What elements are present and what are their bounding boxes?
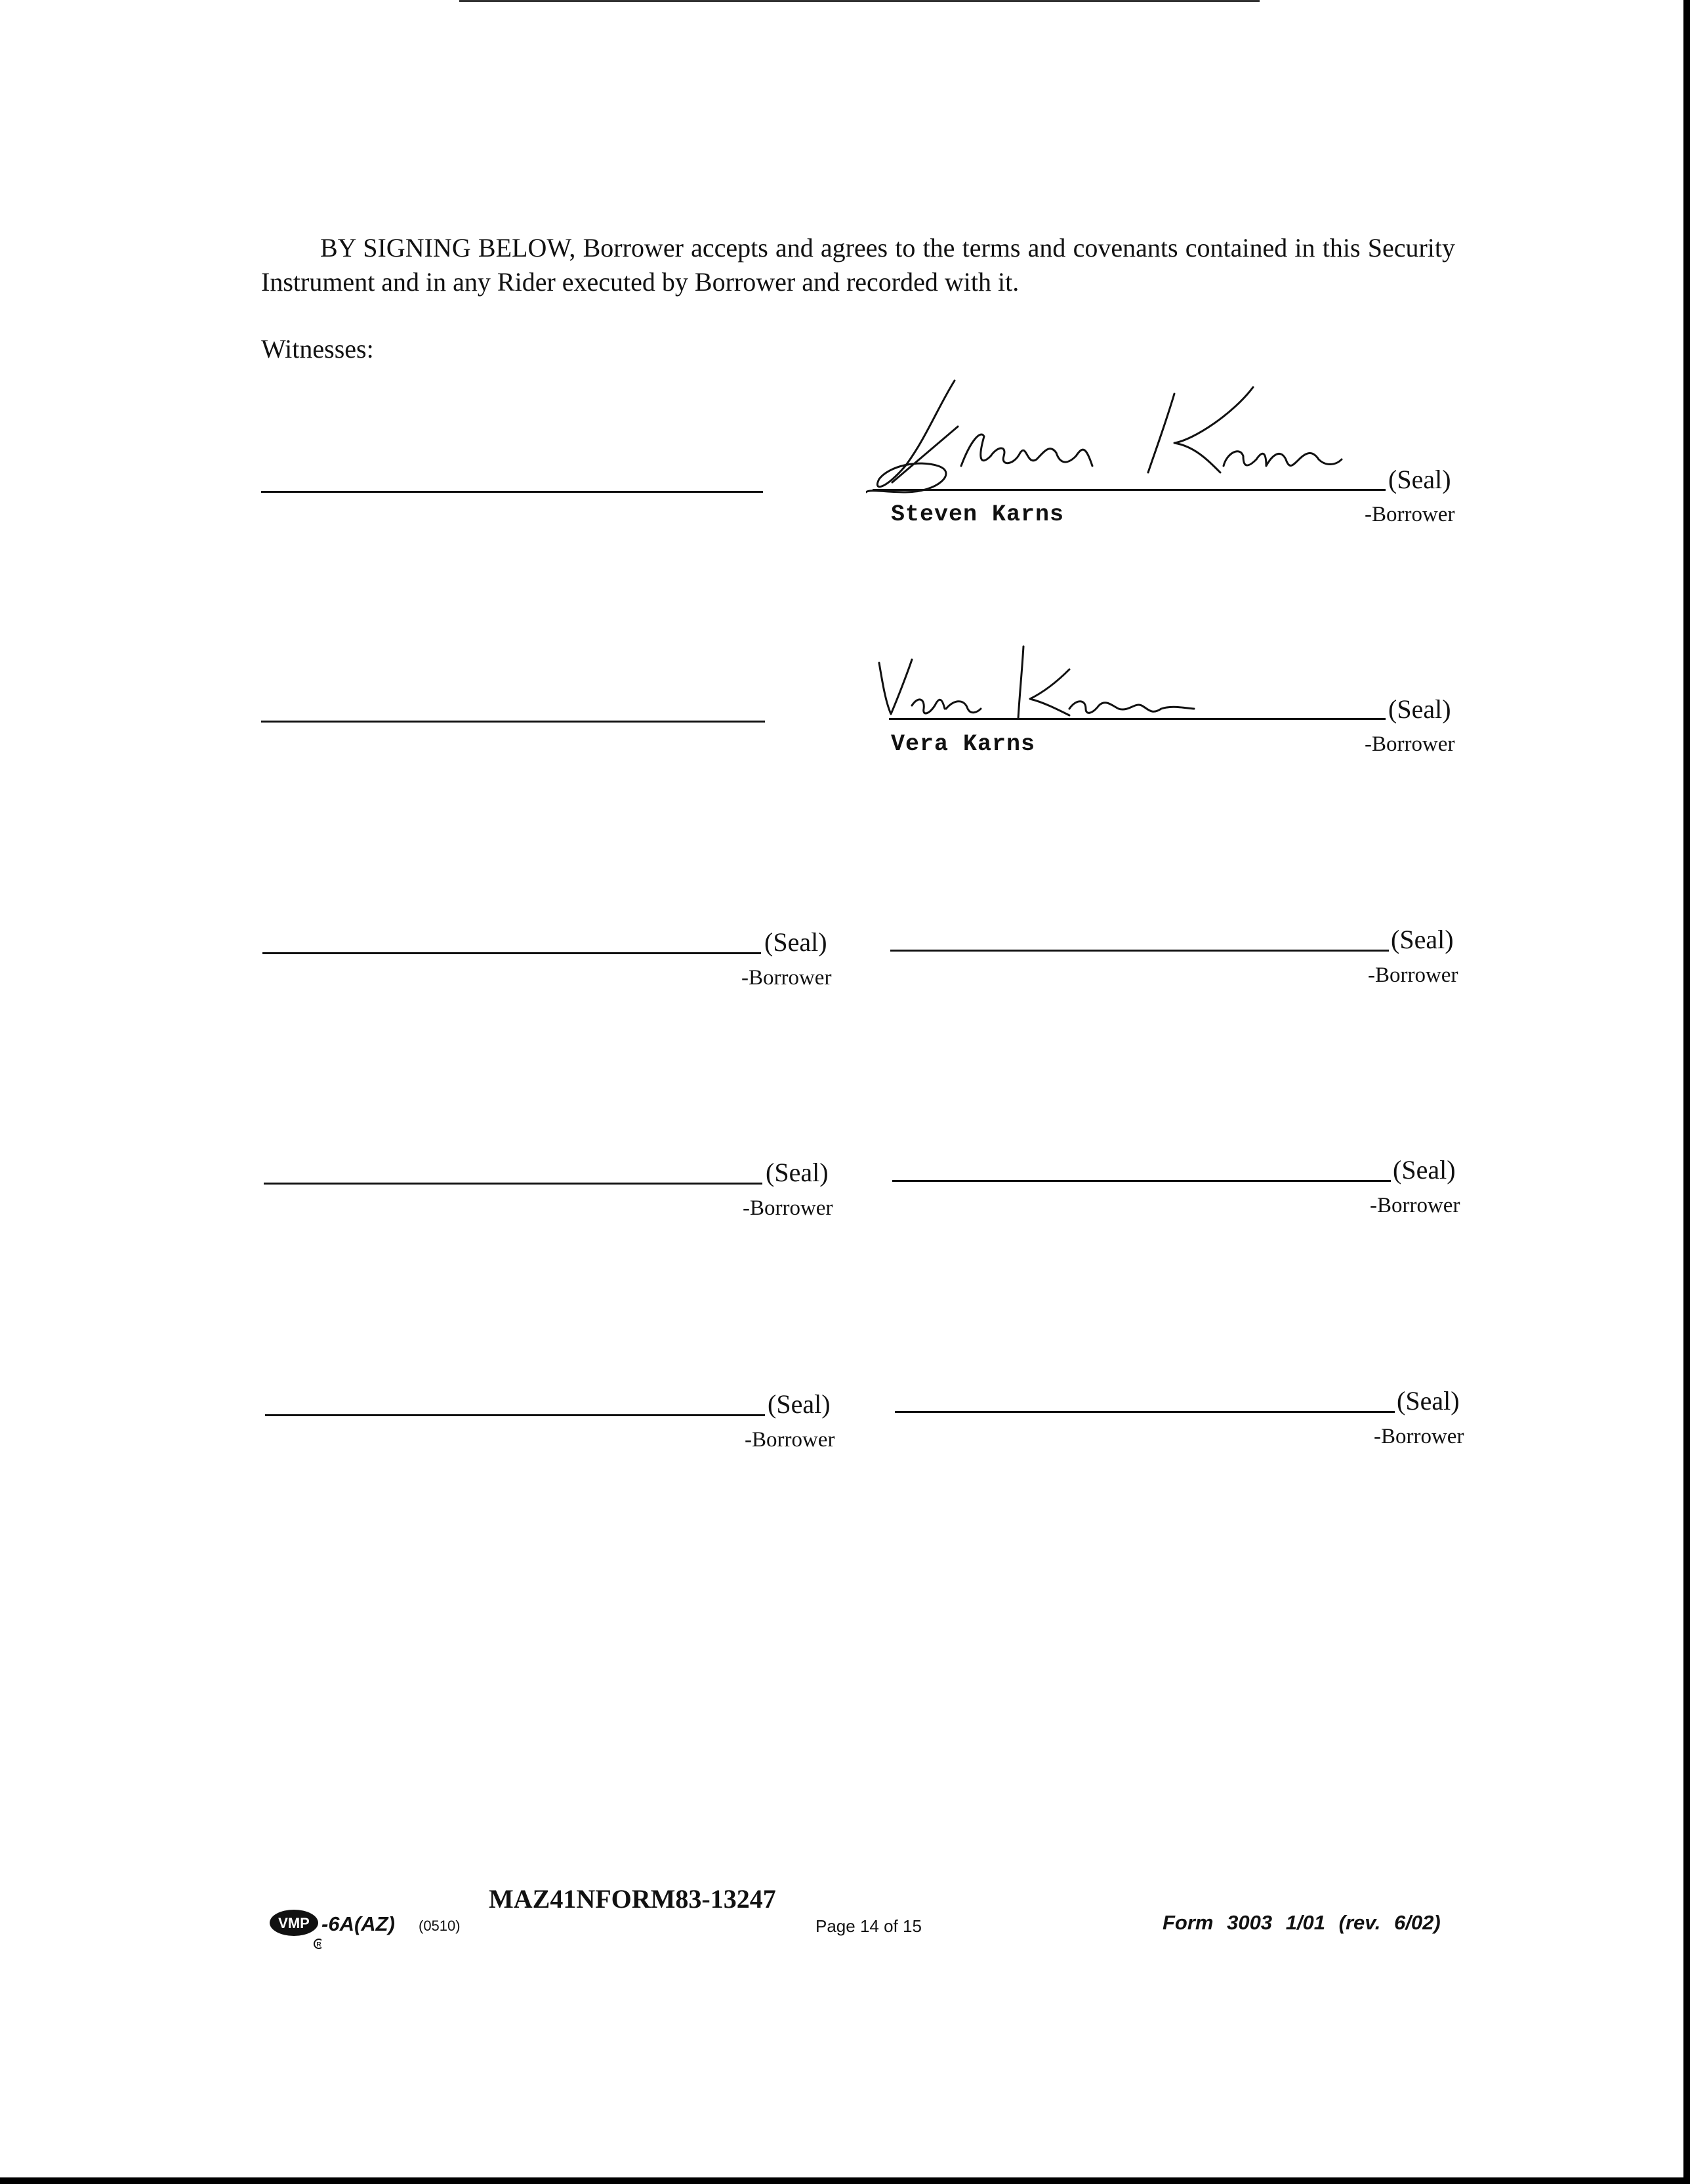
signing-statement [261, 231, 1455, 299]
signing-statement-text: Borrower accepts and agrees to the terms and covenants contained in this Security Instrument and in any Rider executed by Borrower and recorded with it. [261, 233, 1456, 297]
page-number: Page 14 of 15 [815, 1916, 922, 1936]
seal-label: (Seal) [764, 927, 827, 957]
borrower-label: -Borrower [1374, 1425, 1464, 1448]
document-code: MAZ41NFORM83-13247 [489, 1884, 776, 1914]
borrower-name-2: Vera Karns [891, 731, 1036, 757]
vmp-logo-text: VMP [278, 1915, 310, 1931]
borrower-signature-line-3[interactable] [262, 952, 761, 954]
top-rule [459, 0, 1260, 2]
borrower-signature-line-8[interactable] [895, 1411, 1395, 1413]
borrower-label: -Borrower [745, 1428, 835, 1452]
borrower-label: -Borrower [1365, 503, 1455, 526]
witness-line-1[interactable] [261, 491, 763, 493]
form-revision: (0510) [419, 1918, 461, 1934]
seal-label: (Seal) [1391, 925, 1454, 954]
borrower-signature-line-1[interactable] [873, 489, 1386, 491]
borrower-label: -Borrower [1368, 963, 1458, 987]
witness-line-2[interactable] [261, 721, 765, 723]
borrower-signature-line-5[interactable] [264, 1183, 762, 1185]
borrower-signature-line-6[interactable] [892, 1180, 1391, 1182]
borrower-label: -Borrower [741, 966, 832, 990]
signature-vera-karns [873, 643, 1240, 728]
borrower-label: -Borrower [1370, 1194, 1460, 1217]
seal-label: (Seal) [1393, 1155, 1456, 1185]
seal-label: (Seal) [1397, 1386, 1460, 1416]
borrower-label: -Borrower [743, 1196, 833, 1220]
borrower-signature-line-7[interactable] [265, 1414, 765, 1416]
borrower-label: -Borrower [1365, 732, 1455, 756]
svg-text:R: R [316, 1941, 321, 1948]
seal-label: (Seal) [1388, 694, 1451, 724]
seal-label: (Seal) [768, 1389, 831, 1419]
form-number: Form 3003 1/01 (rev. 6/02) [1163, 1911, 1441, 1934]
seal-label: (Seal) [1388, 465, 1451, 494]
borrower-name-1: Steven Karns [891, 501, 1065, 528]
vmp-logo-icon [269, 1908, 321, 1949]
borrower-signature-line-4[interactable] [890, 950, 1389, 952]
form-id: -6A(AZ) [321, 1912, 395, 1935]
seal-label: (Seal) [766, 1158, 829, 1187]
borrower-signature-line-2[interactable] [889, 718, 1386, 720]
signing-statement-lead: BY SIGNING BELOW, [320, 233, 576, 262]
witnesses-label: Witnesses: [261, 334, 374, 364]
